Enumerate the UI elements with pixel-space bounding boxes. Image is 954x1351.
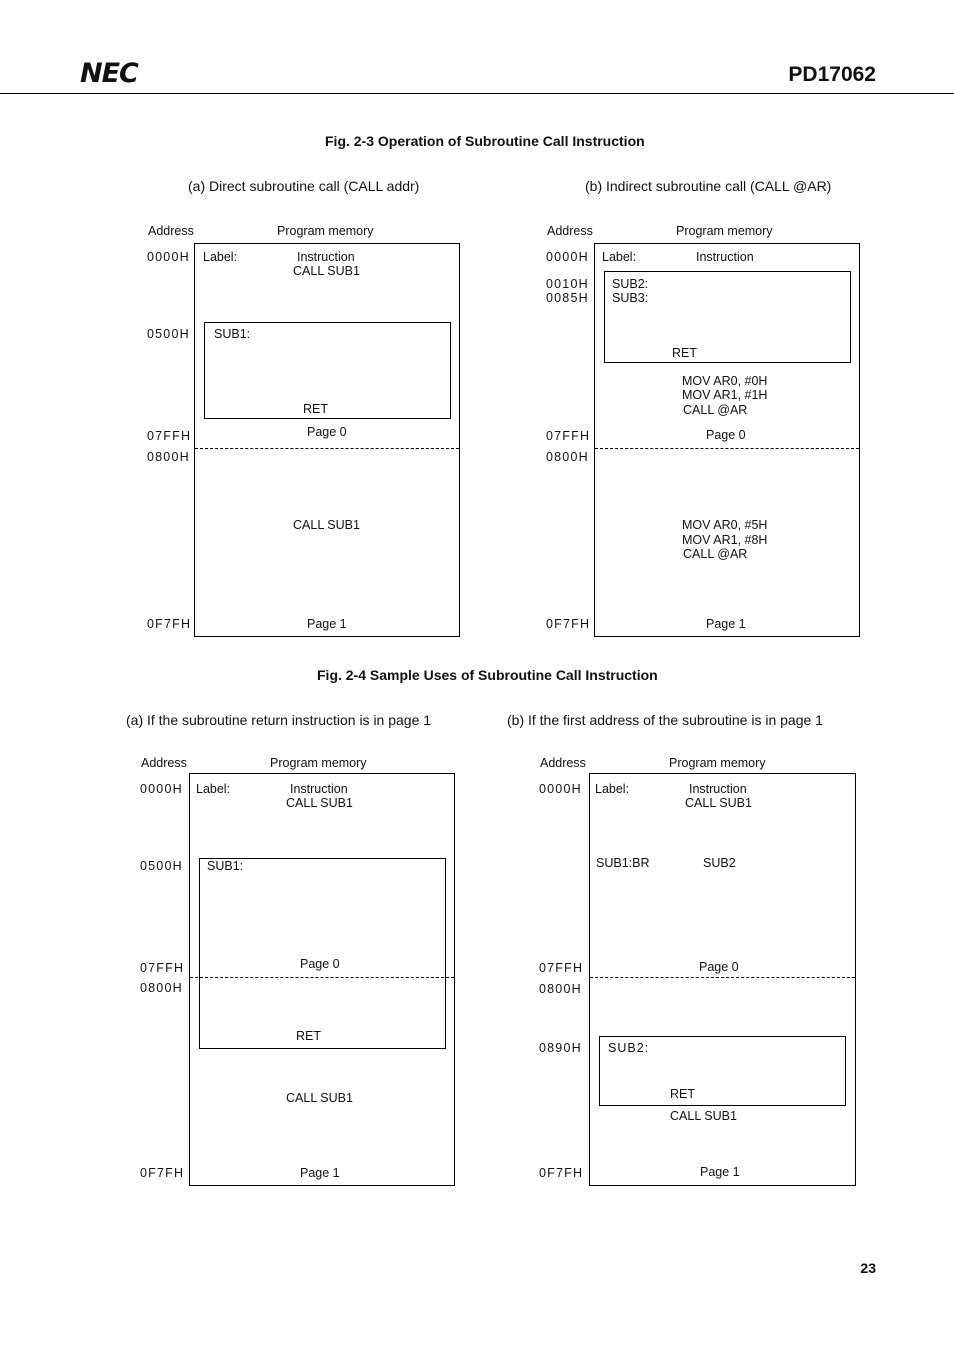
ret-instruction: RET — [670, 1087, 695, 1101]
call-instruction: CALL SUB1 — [293, 518, 360, 532]
ret-instruction: RET — [303, 402, 328, 416]
instruction-column-header: Instruction — [689, 782, 747, 796]
call-instruction: CALL SUB1 — [286, 1091, 353, 1105]
instruction-line: CALL @AR — [683, 403, 748, 417]
page-0-label: Page 0 — [307, 425, 347, 439]
address-label: 07FFH — [546, 429, 591, 443]
instruction-line: CALL @AR — [683, 547, 748, 561]
fig24b-memory-header: Program memory — [669, 756, 766, 770]
address-label: 0085H — [546, 291, 589, 305]
instruction-line: MOV AR0, #5H — [682, 518, 768, 532]
page-0-label: Page 0 — [699, 960, 739, 974]
address-label: 0800H — [140, 981, 183, 995]
fig24b-address-header: Address — [540, 756, 586, 770]
fig24a-memory-header: Program memory — [270, 756, 367, 770]
address-label: 0000H — [140, 782, 183, 796]
figure-2-3-title: Fig. 2-3 Operation of Subroutine Call Instruction — [325, 133, 645, 149]
fig24b-subtitle: (b) If the first address of the subroutine is in page 1 — [507, 712, 823, 728]
address-label: 0000H — [539, 782, 582, 796]
header-rule — [0, 93, 954, 94]
label-column-header: Label: — [602, 250, 637, 264]
page-boundary-line — [595, 448, 859, 449]
page-1-label: Page 1 — [700, 1165, 740, 1179]
fig23a-subtitle: (a) Direct subroutine call (CALL addr) — [188, 178, 420, 194]
instruction-column-header: Instruction — [297, 250, 355, 264]
call-instruction: CALL SUB1 — [286, 796, 353, 810]
instruction-line: MOV AR1, #8H — [682, 533, 768, 547]
subroutine-label: SUB1: — [207, 859, 244, 873]
fig24b-memory-map — [589, 773, 856, 1186]
fig23a-address-header: Address — [148, 224, 194, 238]
page-0-label: Page 0 — [300, 957, 340, 971]
page-1-label: Page 1 — [706, 617, 746, 631]
page-boundary-line — [590, 977, 855, 978]
fig24a-address-header: Address — [141, 756, 187, 770]
instruction-column-header: Instruction — [290, 782, 348, 796]
address-label: 0010H — [546, 277, 589, 291]
page-0-label: Page 0 — [706, 428, 746, 442]
page-1-label: Page 1 — [300, 1166, 340, 1180]
call-instruction: CALL SUB1 — [685, 796, 752, 810]
address-label: 0500H — [147, 327, 190, 341]
address-label: 0F7FH — [546, 617, 591, 631]
nec-logo: NEC — [80, 58, 138, 89]
fig23a-memory-map — [194, 243, 460, 637]
address-label: 0000H — [546, 250, 589, 264]
fig24a-subtitle: (a) If the subroutine return instruction is in page 1 — [126, 712, 432, 728]
instruction-line: MOV AR0, #0H — [682, 374, 768, 388]
address-label: 0F7FH — [140, 1166, 185, 1180]
address-label: 0890H — [539, 1041, 582, 1055]
address-label: 0800H — [147, 450, 190, 464]
subroutine-block — [199, 858, 446, 1049]
address-label: 0500H — [140, 859, 183, 873]
subroutine-label: SUB2: — [608, 1041, 650, 1055]
address-label: 07FFH — [147, 429, 192, 443]
address-label: 07FFH — [539, 961, 584, 975]
ret-instruction: RET — [296, 1029, 321, 1043]
call-instruction: CALL SUB1 — [293, 264, 360, 278]
branch-label: SUB1:BR — [596, 856, 650, 870]
branch-target: SUB2 — [703, 856, 736, 870]
fig23b-address-header: Address — [547, 224, 593, 238]
ret-instruction: RET — [672, 346, 697, 360]
instruction-column-header: Instruction — [696, 250, 754, 264]
page-boundary-line — [195, 448, 459, 449]
subroutine-label: SUB3: — [612, 291, 649, 305]
address-label: 0F7FH — [539, 1166, 584, 1180]
label-column-header: Label: — [595, 782, 630, 796]
call-instruction: CALL SUB1 — [670, 1109, 737, 1123]
address-label: 0000H — [147, 250, 190, 264]
page-number: 23 — [860, 1260, 876, 1276]
fig23b-memory-header: Program memory — [676, 224, 773, 238]
fig23a-memory-header: Program memory — [277, 224, 374, 238]
address-label: 07FFH — [140, 961, 185, 975]
address-label: 0800H — [539, 982, 582, 996]
label-column-header: Label: — [203, 250, 238, 264]
fig23b-subtitle: (b) Indirect subroutine call (CALL @AR) — [585, 178, 832, 194]
page-1-label: Page 1 — [307, 617, 347, 631]
label-column-header: Label: — [196, 782, 231, 796]
subroutine-label: SUB1: — [214, 327, 251, 341]
document-id: PD17062 — [788, 63, 876, 86]
address-label: 0F7FH — [147, 617, 192, 631]
address-label: 0800H — [546, 450, 589, 464]
figure-2-4-title: Fig. 2-4 Sample Uses of Subroutine Call Instruction — [317, 667, 658, 683]
subroutine-label: SUB2: — [612, 277, 649, 291]
page-boundary-line — [190, 977, 454, 978]
instruction-line: MOV AR1, #1H — [682, 388, 768, 402]
